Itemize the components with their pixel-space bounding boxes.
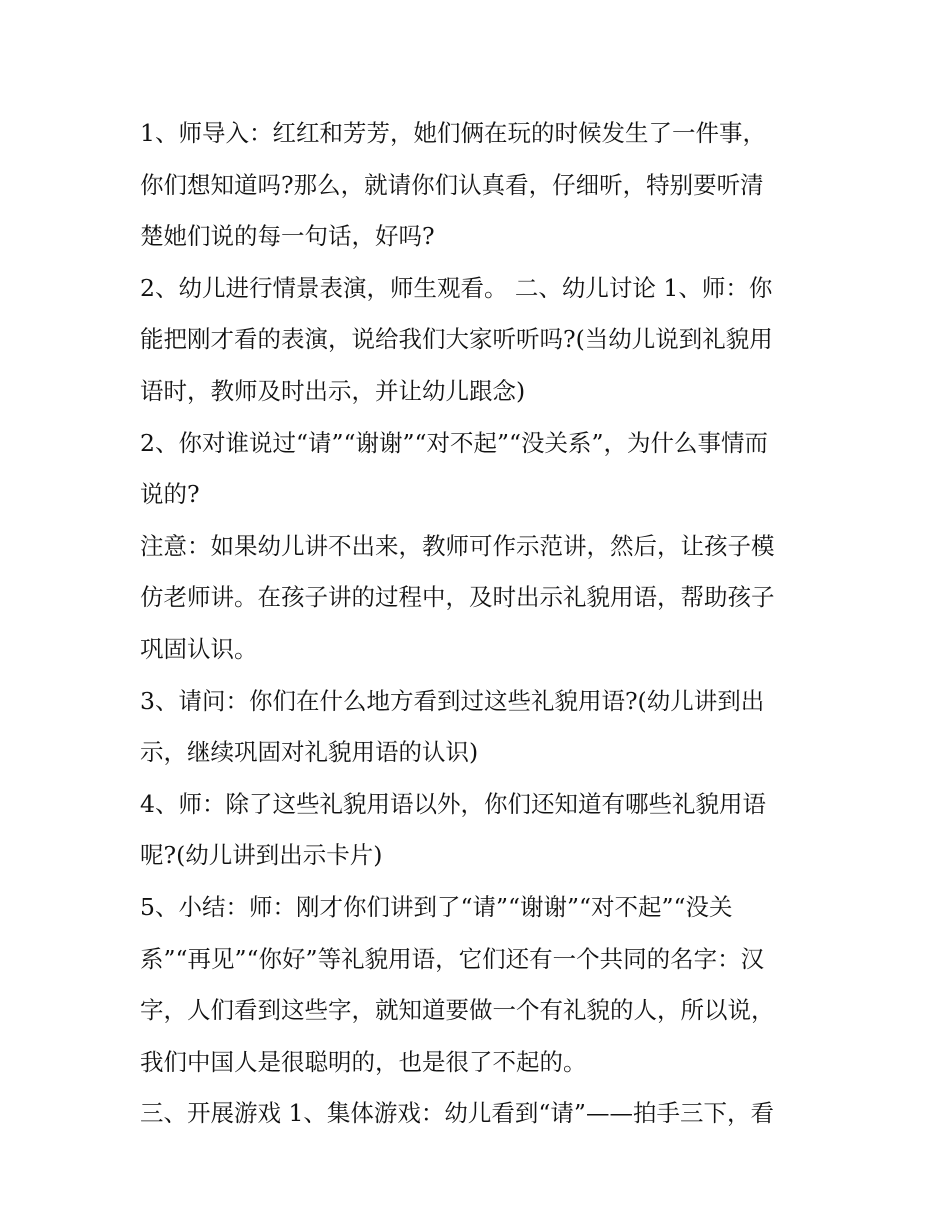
text-line: 我们中国人是很聪明的，也是很了不起的。 bbox=[140, 1047, 587, 1076]
text-line: 字，人们看到这些字，就知道要做一个有礼貌的人，所以说， bbox=[140, 996, 775, 1025]
text-line: 呢?(幼儿讲到出示卡片) bbox=[140, 841, 383, 870]
text-line: 示，继续巩固对礼貌用语的认识) bbox=[140, 738, 479, 767]
text-line: 系”“再见”“你好”等礼貌用语，它们还有一个共同的名字：汉 bbox=[140, 944, 765, 973]
text-line: 你们想知道吗?那么，就请你们认真看，仔细听，特别要听清 bbox=[140, 170, 764, 199]
text-line: 1、师导入：红红和芳芳，她们俩在玩的时候发生了一件事， bbox=[140, 119, 766, 147]
text-line: 4、师：除了这些礼貌用语以外，你们还知道有哪些礼貌用语 bbox=[140, 789, 766, 818]
text-line: 2、幼儿进行情景表演，师生观看。 二、幼儿讨论 1、师：你 bbox=[140, 273, 773, 302]
text-line: 语时，教师及时出示，并让幼儿跟念) bbox=[140, 376, 526, 405]
text-line: 说的? bbox=[140, 480, 200, 509]
text-line: 楚她们说的每一句话，好吗? bbox=[140, 222, 435, 251]
text-line: 三、开展游戏 1、集体游戏：幼儿看到“请”——拍手三下，看 bbox=[140, 1099, 774, 1128]
text-line: 能把刚才看的表演，说给我们大家听听吗?(当幼儿说到礼貌用 bbox=[140, 325, 773, 354]
text-line: 3、请问：你们在什么地方看到过这些礼貌用语?(幼儿讲到出 bbox=[140, 686, 765, 715]
text-line: 2、你对谁说过“请”“谢谢”“对不起”“没关系”，为什么事情而 bbox=[140, 428, 769, 457]
text-line: 5、小结：师：刚才你们讲到了“请”“谢谢”“对不起”“没关 bbox=[140, 892, 733, 921]
document-body bbox=[140, 108, 820, 1140]
text-line: 注意：如果幼儿讲不出来，教师可作示范讲，然后，让孩子模 bbox=[140, 531, 775, 560]
text-line: 巩固认识。 bbox=[140, 634, 258, 663]
text-line: 仿老师讲。在孩子讲的过程中，及时出示礼貌用语，帮助孩子 bbox=[140, 583, 775, 612]
